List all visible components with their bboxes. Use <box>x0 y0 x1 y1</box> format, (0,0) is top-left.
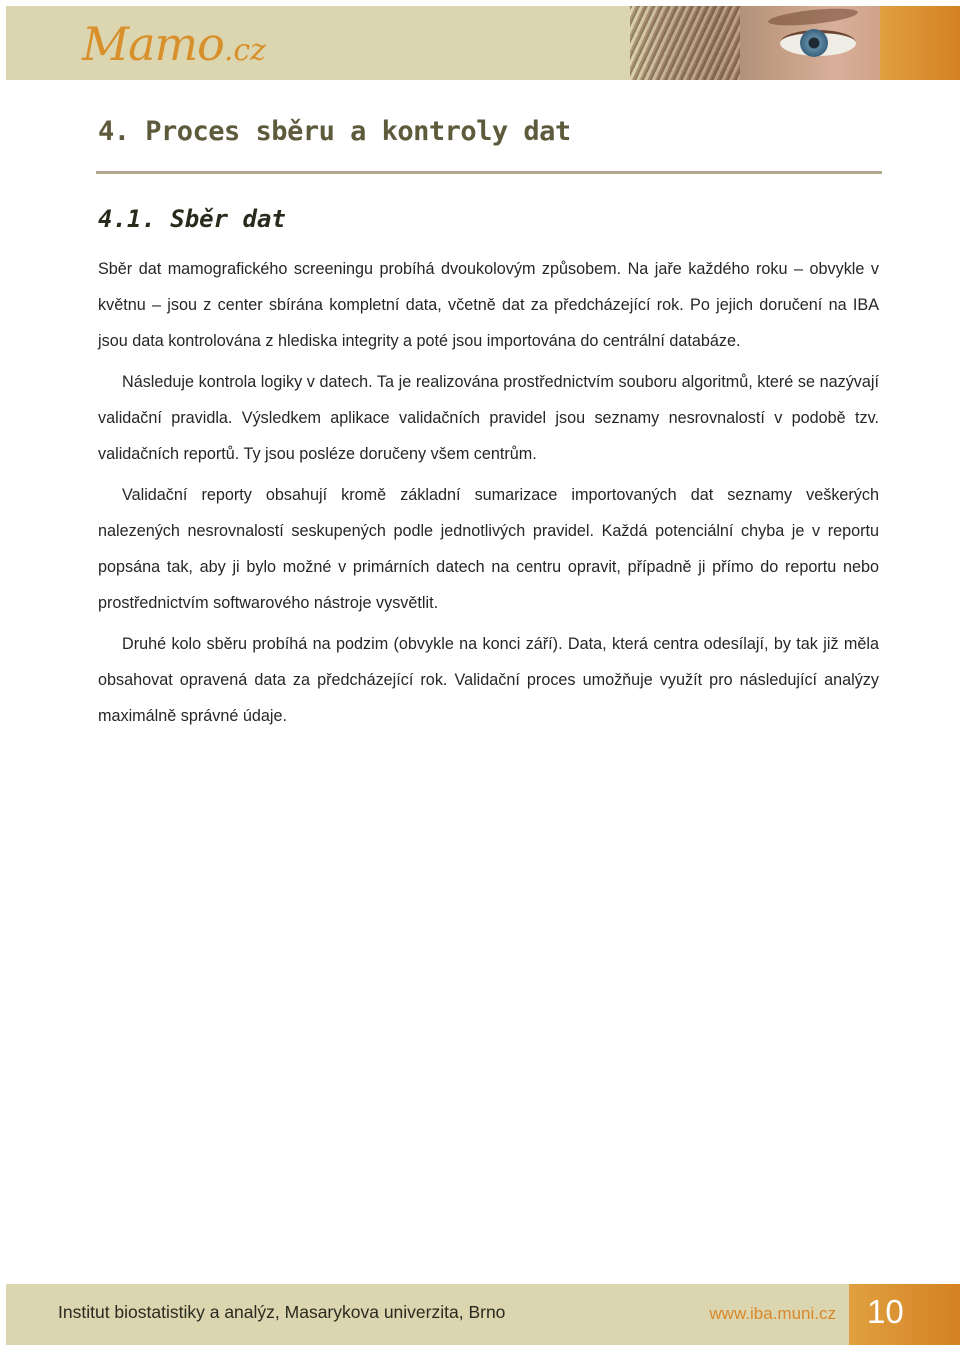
page-number-box <box>849 1284 960 1345</box>
section-title: 4.1. Sběr dat <box>98 205 286 233</box>
page-number: 10 <box>867 1293 904 1330</box>
header-accent-block <box>880 6 960 80</box>
paragraph-2: Následuje kontrola logiky v datech. Ta je realizována prostřednictvím souboru algoritmů, které se nazývají validační pravidla. Výsledkem aplikace validačních pravidel jsou seznamy nesrovnalostí v podobě tzv. validačních reportů. Ty jsou posléze doručeny všem centrům. <box>98 373 879 463</box>
title-divider <box>96 171 882 174</box>
body-text <box>98 251 879 739</box>
chapter-title: 4. Proces sběru a kontroly dat <box>98 116 571 147</box>
logo-tld: .cz <box>223 33 266 68</box>
photo-brow <box>768 6 859 29</box>
woman-eye-photo <box>630 6 880 80</box>
paragraph-3: Validační reporty obsahují kromě základní sumarizace importovaných dat seznamy veškerých nalezených nesrovnalostí seskupených podle jednotlivých pravidel. Každá potenciální chyba je v reportu popsána tak, aby ji bylo možné v primárních datech na centru opravit, případně ji přímo do reportu nebo prostřednictvím softwarového nástroje vysvětlit. <box>98 486 879 612</box>
logo-text: Mamo <box>82 17 224 71</box>
page-header <box>6 6 960 80</box>
footer-institute: Institut biostatistiky a analýz, Masarykova univerzita, Brno <box>58 1302 506 1322</box>
footer-website-link[interactable]: www.iba.muni.cz <box>709 1304 836 1323</box>
mamo-logo <box>82 14 266 74</box>
photo-iris <box>800 29 828 57</box>
photo-hair <box>630 6 740 80</box>
paragraph-1: Sběr dat mamografického screeningu probíhá dvoukolovým způsobem. Na jaře každého roku – obvykle v květnu – jsou z center sbírána kompletní data, včetně dat za předcházející rok. Po jejich doručení na IBA jsou data kontrolována z hlediska integrity a poté jsou importována do centrální databáze. <box>98 260 879 350</box>
page-footer <box>6 1284 960 1345</box>
paragraph-4: Druhé kolo sběru probíhá na podzim (obvykle na konci září). Data, která centra odesílají, by tak již měla obsahovat opravená data za předcházející rok. Validační proces umožňuje využít pro následující analýzy maximálně správné údaje. <box>98 635 879 725</box>
